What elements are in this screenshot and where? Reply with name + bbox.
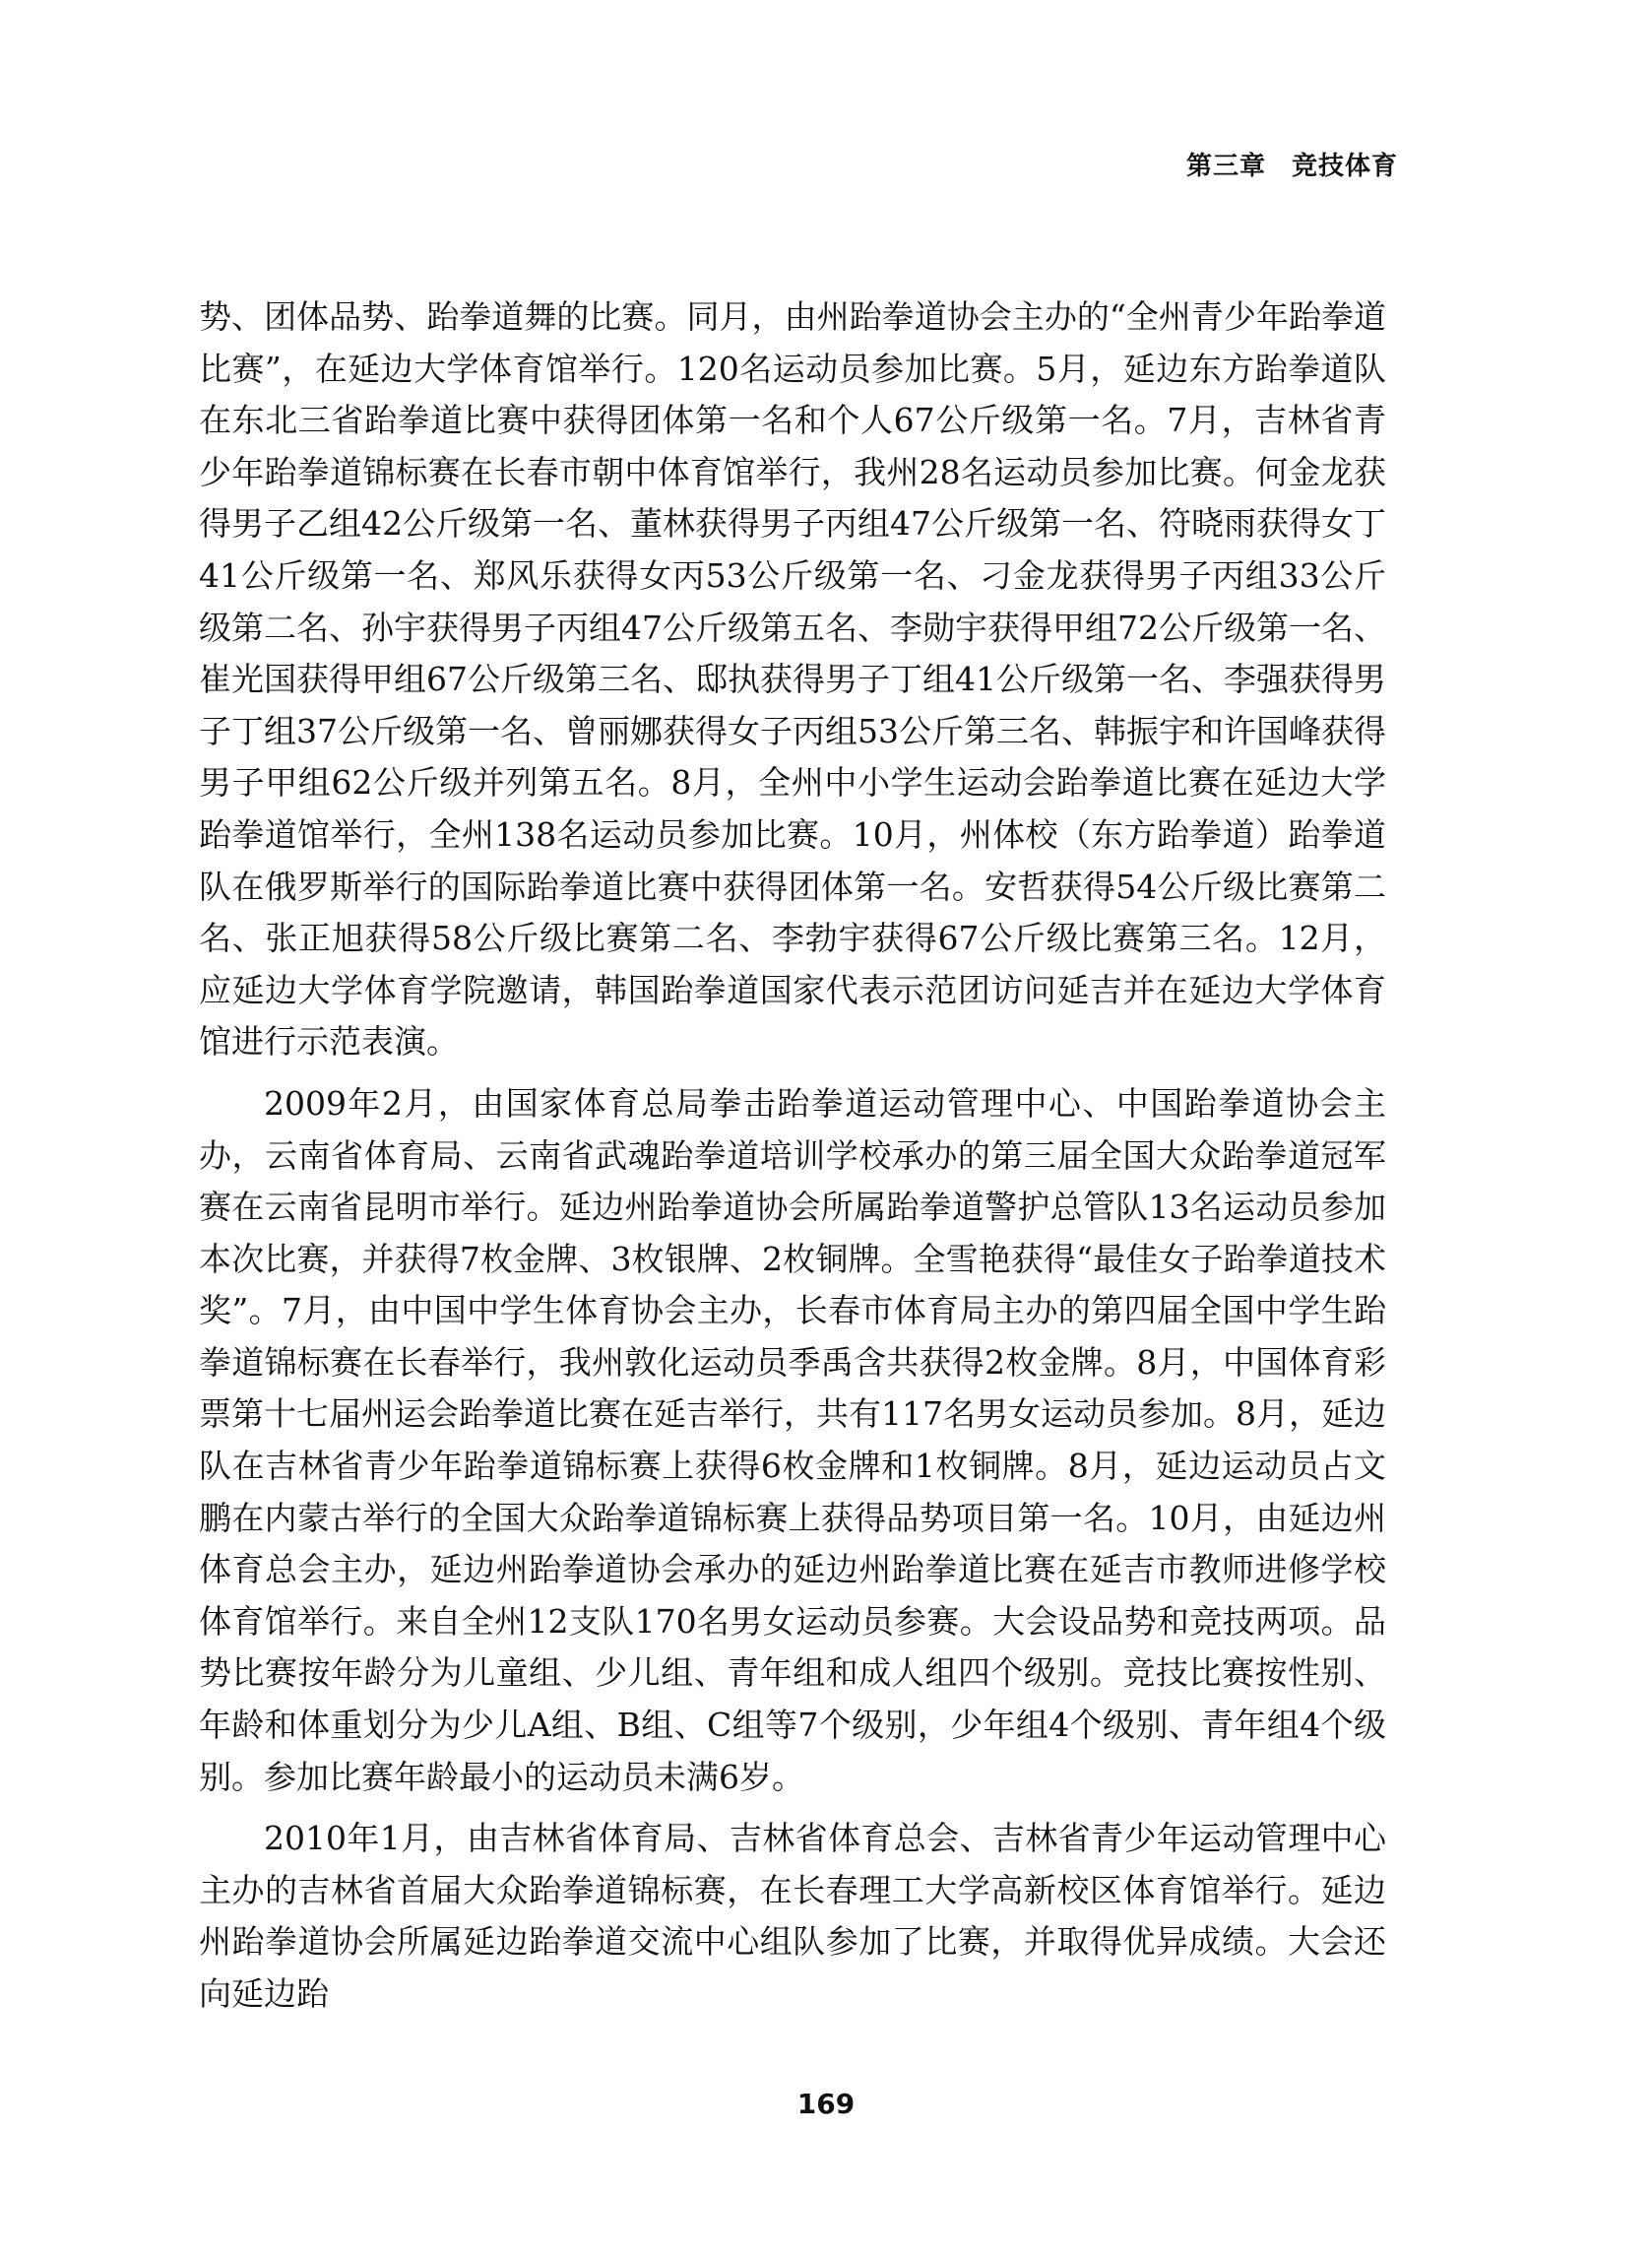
running-header	[1186, 146, 1398, 182]
paragraph-continued: 势、团体品势、跆拳道舞的比赛。同月，由州跆拳道协会主办的“全州青少年跆拳道比赛”，在延边大学体育馆举行。120名运动员参加比赛。5月，延边东方跆拳道队在东北三省跆拳道比赛中获得团体第一名和个人67公斤级第一名。7月，吉林省青少年跆拳道锦标赛在长春市朝中体育馆举行，我州28名运动员参加比赛。何金龙获得男子乙组42公斤级第一名、董林获得男子丙组47公斤级第一名、符晓雨获得女丁41公斤级第一名、郑风乐获得女丙53公斤级第一名、刁金龙获得男子丙组33公斤级第二名、孙宇获得男子丙组47公斤级第五名、李勋宇获得甲组72公斤级第一名、崔光国获得甲组67公斤级第三名、邸执获得男子丁组41公斤级第一名、李强获得男子丁组37公斤级第一名、曾丽娜获得女子丙组53公斤第三名、韩振宇和许国峰获得男子甲组62公斤级并列第五名。8月，全州中小学生运动会跆拳道比赛在延边大学跆拳道馆举行，全州138名运动员参加比赛。10月，州体校（东方跆拳道）跆拳道队在俄罗斯举行的国际跆拳道比赛中获得团体第一名。安哲获得54公斤级比赛第二名、张正旭获得58公斤级比赛第二名、李勃宇获得67公斤级比赛第三名。12月，应延边大学体育学院邀请，韩国跆拳道国家代表示范团访问延吉并在延边大学体育馆进行示范表演。	[199, 297, 1386, 1062]
paragraph-2010: 2010年1月，由吉林省体育局、吉林省体育总会、吉林省青少年运动管理中心主办的吉林省首届大众跆拳道锦标赛，在长春理工大学高新校区体育馆举行。延边州跆拳道协会所属延边跆拳道交流中心组队参加了比赛，并取得优异成绩。大会还向延边跆	[199, 1819, 1386, 2013]
body-text	[199, 291, 1386, 2021]
chapter-number: 第三章	[1185, 152, 1266, 181]
page-number: 169	[796, 2088, 856, 2120]
chapter-title: 竞技体育	[1291, 152, 1398, 181]
paragraph-2009: 2009年2月，由国家体育总局拳击跆拳道运动管理中心、中国跆拳道协会主办，云南省体育局、云南省武魂跆拳道培训学校承办的第三届全国大众跆拳道冠军赛在云南省昆明市举行。延边州跆拳道协会所属跆拳道警护总管队13名运动员参加本次比赛，并获得7枚金牌、3枚银牌、2枚铜牌。全雪艳获得“最佳女子跆拳道技术奖”。7月，由中国中学生体育协会主办，长春市体育局主办的第四届全国中学生跆拳道锦标赛在长春举行，我州敦化运动员季禹含共获得2枚金牌。8月，中国体育彩票第十七届州运会跆拳道比赛在延吉举行，共有117名男女运动员参加。8月，延边队在吉林省青少年跆拳道锦标赛上获得6枚金牌和1枚铜牌。8月，延边运动员占文鹏在内蒙古举行的全国大众跆拳道锦标赛上获得品势项目第一名。10月，由延边州体育总会主办，延边州跆拳道协会承办的延边州跆拳道比赛在延吉市教师进修学校体育馆举行。来自全州12支队170名男女运动员参赛。大会设品势和竞技两项。品势比赛按年龄分为儿童组、少儿组、青年组和成人组四个级别。竞技比赛按性别、年龄和体重划分为少儿A组、B组、C组等7个级别，少年组4个级别、青年组4个级别。参加比赛年龄最小的运动员未满6岁。	[199, 1083, 1386, 1796]
